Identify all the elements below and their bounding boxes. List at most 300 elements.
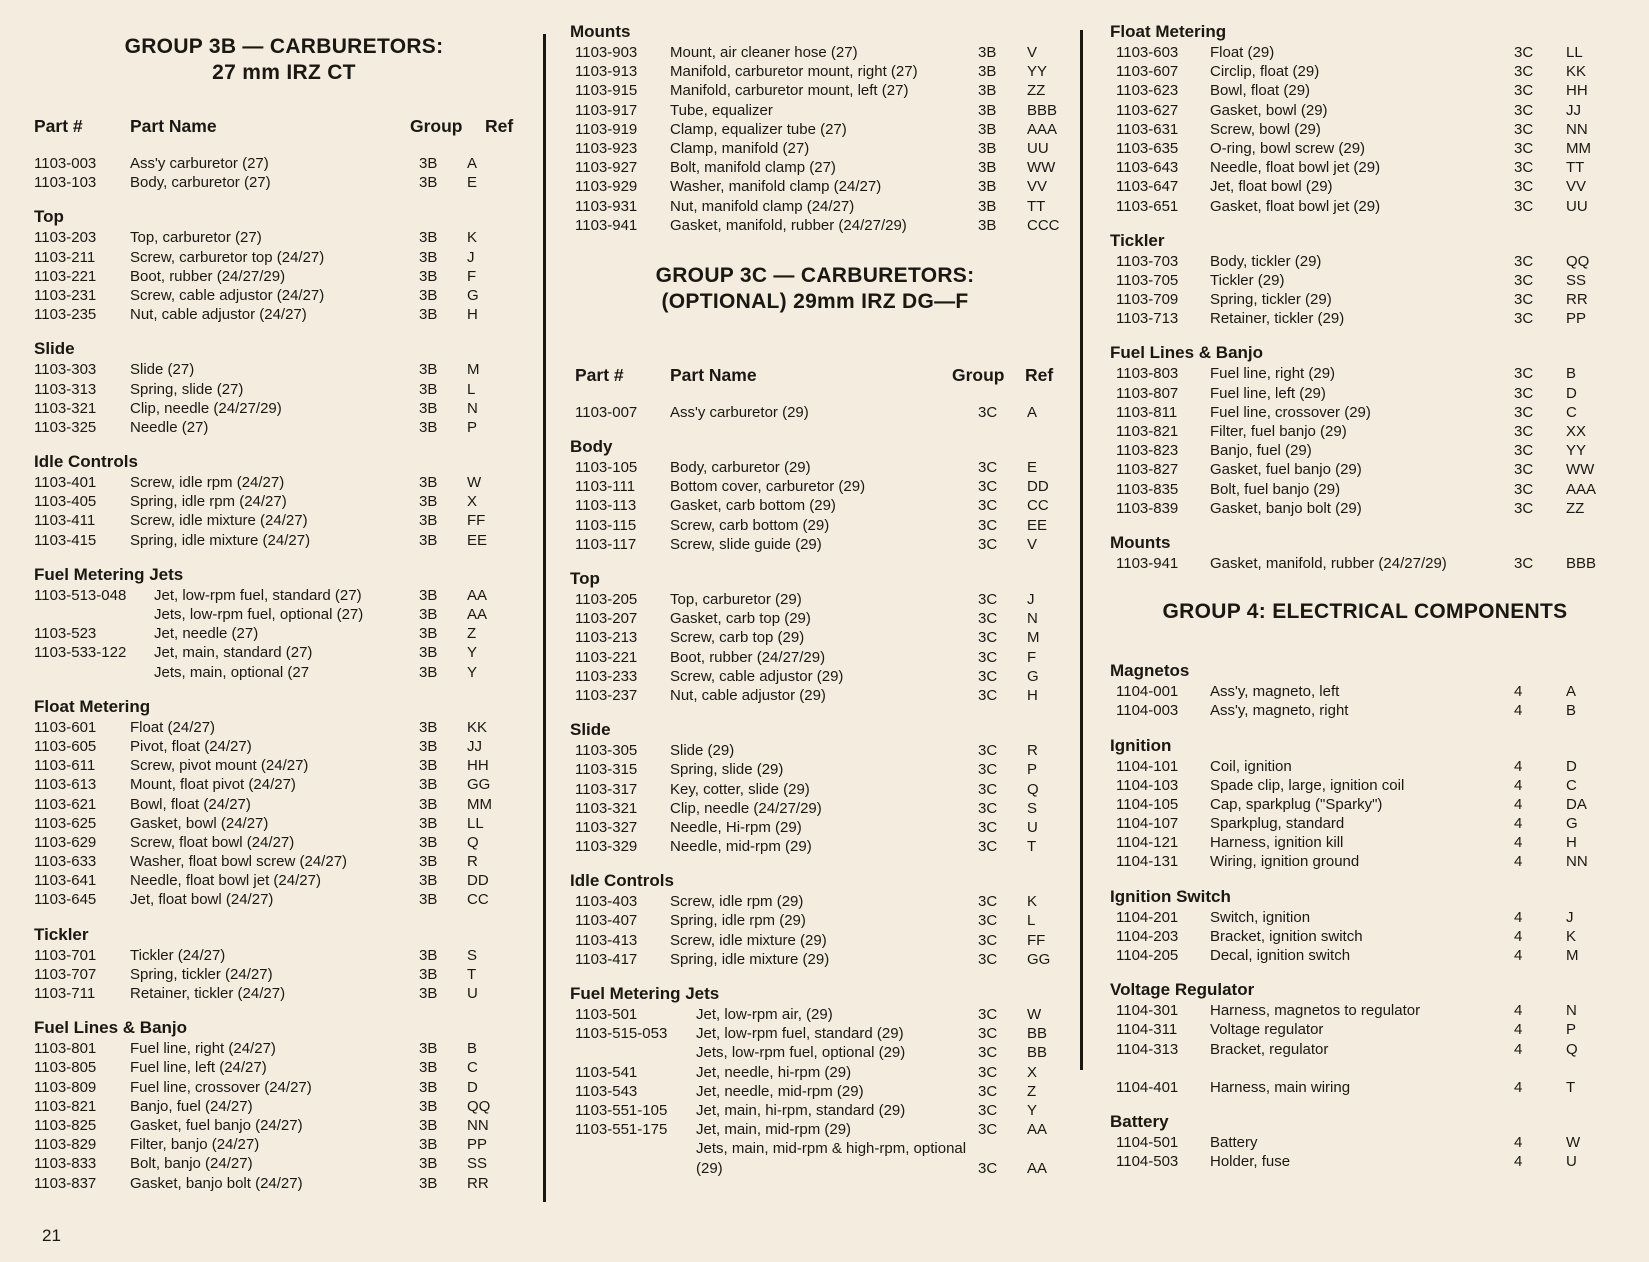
part-name: Mount, float pivot (24/27) xyxy=(130,776,296,794)
part-number: 1103-643 xyxy=(1116,159,1179,177)
part-number: 1103-541 xyxy=(575,1063,638,1081)
part-ref: SS xyxy=(467,1155,488,1173)
part-number: 1103-833 xyxy=(34,1155,97,1173)
part-name: Needle, mid-rpm (29) xyxy=(670,838,812,856)
part-ref: NN xyxy=(467,1116,489,1134)
part-number: 1104-201 xyxy=(1116,908,1179,926)
part-ref: H xyxy=(1027,686,1038,704)
part-ref: G xyxy=(467,286,479,304)
part-name: Spade clip, large, ignition coil xyxy=(1210,776,1405,794)
part-name: Ass'y carburetor (29) xyxy=(670,403,809,421)
part-number: 1103-809 xyxy=(34,1078,97,1096)
part-number: 1103-213 xyxy=(575,629,638,647)
part-name: Bolt, fuel banjo (29) xyxy=(1210,480,1341,498)
part-row xyxy=(34,605,534,624)
part-name: Spring, idle mixture (24/27) xyxy=(130,531,311,549)
part-ref: CCC xyxy=(1027,216,1060,234)
part-group: 3B xyxy=(419,174,438,192)
part-number: 1103-613 xyxy=(34,776,97,794)
part-name: Jet, main, mid-rpm (29) xyxy=(696,1121,852,1139)
part-number: 1103-321 xyxy=(575,799,638,817)
part-group: 4 xyxy=(1514,1040,1523,1058)
part-number: 1103-929 xyxy=(575,178,638,196)
part-ref: J xyxy=(1027,591,1035,608)
part-name: Pivot, float (24/27) xyxy=(130,737,252,755)
part-row xyxy=(34,286,534,305)
part-ref: PP xyxy=(467,1136,488,1154)
part-row xyxy=(570,799,1060,818)
part-ref: U xyxy=(467,985,478,1002)
part-row xyxy=(1110,158,1620,177)
part-name: Tickler (29) xyxy=(1210,271,1285,289)
part-number: 1103-835 xyxy=(1116,480,1179,498)
part-row xyxy=(1110,682,1620,701)
part-number: 1103-625 xyxy=(34,814,97,832)
group-title-line: GROUP 4: ELECTRICAL COMPONENTS xyxy=(1162,600,1568,624)
part-row xyxy=(570,81,1060,100)
group-title-line: GROUP 3B — CARBURETORS: xyxy=(124,35,444,58)
part-row xyxy=(34,418,534,437)
part-name: Key, cotter, slide (29) xyxy=(670,780,810,798)
part-name: Body, carburetor (29) xyxy=(670,459,811,477)
part-number: 1103-801 xyxy=(34,1040,97,1058)
column-headers xyxy=(34,116,534,140)
column-divider xyxy=(1080,30,1083,1070)
part-row xyxy=(570,686,1060,705)
part-group: 4 xyxy=(1514,947,1523,964)
section-heading: Float Metering xyxy=(34,696,151,716)
part-name: Banjo, fuel (29) xyxy=(1210,442,1312,460)
part-row xyxy=(570,931,1060,950)
part-group: 3C xyxy=(978,818,998,836)
part-name: Retainer, tickler (24/27) xyxy=(130,985,286,1002)
part-number: 1103-221 xyxy=(575,648,638,666)
part-number: 1103-115 xyxy=(575,516,637,534)
part-row xyxy=(1110,776,1620,795)
part-number: 1103-207 xyxy=(575,610,638,628)
part-ref: Q xyxy=(1566,1040,1578,1058)
part-group: 3B xyxy=(978,63,997,81)
part-group: 3B xyxy=(419,985,438,1002)
part-group: 3B xyxy=(419,795,438,813)
part-name: Bolt, banjo (24/27) xyxy=(130,1155,253,1173)
part-ref: F xyxy=(1027,648,1037,666)
section-heading: Idle Controls xyxy=(570,871,674,891)
part-group: 3B xyxy=(419,586,438,604)
group-title-line: 27 mm IRZ CT xyxy=(212,61,356,84)
part-ref: VV xyxy=(1027,178,1048,196)
part-group: 3B xyxy=(978,44,997,61)
part-ref: B xyxy=(1566,702,1577,720)
part-name: Spring, tickler (29) xyxy=(1210,291,1332,309)
part-ref: UU xyxy=(1027,139,1049,157)
part-row xyxy=(1110,81,1620,100)
part-group: 3C xyxy=(978,1101,998,1119)
part-row xyxy=(1110,197,1620,216)
part-ref: A xyxy=(467,155,478,172)
part-ref: W xyxy=(1566,1134,1581,1152)
part-row xyxy=(570,741,1060,760)
part-ref: ZZ xyxy=(1566,499,1585,517)
part-ref: RR xyxy=(1566,291,1588,309)
part-number: 1103-235 xyxy=(34,306,97,324)
part-number: 1103-823 xyxy=(1116,442,1179,460)
part-name: Boot, rubber (24/27/29) xyxy=(130,267,286,285)
part-name: Wiring, ignition ground xyxy=(1210,853,1360,871)
part-name: Circlip, float (29) xyxy=(1210,63,1320,81)
part-number: 1103-611 xyxy=(34,757,96,775)
group-title xyxy=(570,263,1060,315)
part-number: 1104-105 xyxy=(1116,795,1179,813)
part-group: 3B xyxy=(419,380,438,398)
part-row xyxy=(34,984,534,1003)
part-name: Jets, low-rpm fuel, optional (27) xyxy=(154,606,364,623)
part-group: 3B xyxy=(419,718,438,736)
part-row xyxy=(34,380,534,399)
part-group: 3C xyxy=(1514,403,1534,421)
part-number: 1104-121 xyxy=(1116,834,1179,852)
part-group: 3C xyxy=(978,838,998,856)
parts-section xyxy=(34,565,534,682)
part-ref: P xyxy=(1027,761,1038,779)
part-row xyxy=(570,158,1060,177)
part-group: 3B xyxy=(419,663,438,681)
part-group: 3C xyxy=(1514,252,1534,270)
part-name: Body, carburetor (27) xyxy=(130,174,271,192)
part-group: 3C xyxy=(978,742,998,760)
part-name: Clip, needle (24/27/29) xyxy=(130,399,282,417)
part-row xyxy=(570,950,1060,969)
part-name: Spring, tickler (24/27) xyxy=(130,965,273,983)
part-name: Jet, needle, hi-rpm (29) xyxy=(696,1063,852,1081)
part-name: Jets, main, optional (27 xyxy=(154,663,310,681)
part-row xyxy=(570,101,1060,120)
part-row xyxy=(34,852,534,871)
parts-section xyxy=(1110,343,1620,518)
part-row xyxy=(1110,1059,1620,1078)
part-group: 3B xyxy=(419,361,438,379)
part-number: 1104-401 xyxy=(1116,1078,1179,1096)
part-ref: X xyxy=(1027,1063,1038,1081)
group-title-line: (OPTIONAL) 29mm IRZ DG—F xyxy=(661,289,969,313)
part-row xyxy=(1110,309,1620,328)
part-ref: AA xyxy=(467,586,488,604)
part-name: Harness, magnetos to regulator xyxy=(1210,1002,1421,1020)
part-name: O-ring, bowl screw (29) xyxy=(1210,139,1366,157)
part-name: Ass'y carburetor (27) xyxy=(130,155,269,172)
part-number: 1103-839 xyxy=(1116,499,1179,517)
part-group: 3C xyxy=(978,1044,998,1062)
part-group: 3B xyxy=(419,1097,438,1115)
part-ref: K xyxy=(467,229,478,247)
part-number: 1103-603 xyxy=(1116,44,1179,61)
column-3 xyxy=(1110,22,1620,1172)
part-group: 3C xyxy=(978,516,998,534)
part-name: Bolt, manifold clamp (27) xyxy=(670,159,836,177)
part-row xyxy=(570,590,1060,609)
part-ref: T xyxy=(1566,1078,1576,1096)
part-ref: GG xyxy=(1027,950,1051,968)
part-row xyxy=(570,1159,1060,1178)
part-name: Screw, float bowl (24/27) xyxy=(130,833,295,851)
part-ref: M xyxy=(467,361,480,379)
part-ref: T xyxy=(1027,838,1037,856)
part-ref: EE xyxy=(467,531,488,549)
part-row xyxy=(34,1116,534,1135)
part-row xyxy=(34,1174,534,1193)
part-ref: D xyxy=(1566,757,1577,775)
part-name: Fuel line, left (29) xyxy=(1210,384,1326,402)
parts-section xyxy=(570,403,1060,422)
part-group: 4 xyxy=(1514,1153,1523,1171)
part-name: Screw, carb bottom (29) xyxy=(670,516,830,534)
group-title xyxy=(1110,599,1620,625)
part-group: 3B xyxy=(419,1078,438,1096)
part-row xyxy=(34,814,534,833)
part-row xyxy=(1110,364,1620,383)
part-row xyxy=(34,173,534,192)
part-group: 3B xyxy=(419,946,438,964)
part-number: 1103-627 xyxy=(1116,101,1179,119)
part-row xyxy=(1110,252,1620,271)
part-row xyxy=(1110,946,1620,965)
part-group: 3C xyxy=(978,478,998,496)
part-row xyxy=(1110,1020,1620,1039)
part-row xyxy=(34,643,534,662)
part-group: 3B xyxy=(419,306,438,324)
part-number: 1103-903 xyxy=(575,44,638,61)
parts-section xyxy=(34,452,534,550)
part-row xyxy=(1110,554,1620,573)
part-number: 1104-301 xyxy=(1116,1002,1179,1020)
part-number: 1104-501 xyxy=(1116,1134,1179,1152)
section-heading: Fuel Metering Jets xyxy=(34,564,184,584)
column-headers xyxy=(570,365,1060,389)
part-number: 1104-311 xyxy=(1116,1021,1178,1039)
part-number: 1103-941 xyxy=(575,216,638,234)
part-ref: S xyxy=(467,946,478,964)
part-group: 4 xyxy=(1514,1078,1523,1096)
part-number: 1103-313 xyxy=(34,380,97,398)
part-number: 1103-407 xyxy=(575,912,638,930)
part-group: 3B xyxy=(419,1155,438,1173)
part-ref: A xyxy=(1027,403,1038,421)
part-ref: V xyxy=(1027,44,1038,61)
part-ref: Q xyxy=(467,833,479,851)
section-heading: Body xyxy=(570,437,613,457)
part-group: 3C xyxy=(1514,499,1534,517)
part-number: 1103-513-048 xyxy=(34,586,127,604)
part-row xyxy=(570,458,1060,477)
part-group: 3B xyxy=(419,872,438,890)
part-name: Gasket, fuel banjo (29) xyxy=(1210,461,1362,479)
part-group: 3C xyxy=(1514,442,1534,460)
part-ref: J xyxy=(467,248,475,266)
part-row xyxy=(1110,1078,1620,1097)
part-ref: RR xyxy=(467,1174,489,1192)
part-number: 1103-927 xyxy=(575,159,638,177)
parts-section xyxy=(34,697,534,910)
part-row xyxy=(1110,422,1620,441)
part-group: 3C xyxy=(978,667,998,685)
part-number: 1103-923 xyxy=(575,139,638,157)
part-number: 1103-709 xyxy=(1116,291,1179,309)
part-group: 3C xyxy=(1514,178,1534,196)
part-row xyxy=(570,667,1060,686)
part-row xyxy=(1110,927,1620,946)
part-row xyxy=(1110,480,1620,499)
part-ref: X xyxy=(467,493,478,511)
part-number: 1103-533-122 xyxy=(34,644,127,662)
part-group: 3B xyxy=(419,418,438,436)
part-name: Spring, idle rpm (29) xyxy=(670,912,806,930)
part-group: 3C xyxy=(978,629,998,647)
section-heading: Magnetos xyxy=(1110,661,1190,681)
part-name: Bowl, float (24/27) xyxy=(130,795,251,813)
part-row xyxy=(570,780,1060,799)
part-group: 3B xyxy=(419,531,438,549)
part-ref: Y xyxy=(1027,1101,1038,1119)
part-number: 1103-941 xyxy=(1116,554,1179,572)
part-group: 3B xyxy=(419,399,438,417)
part-group: 4 xyxy=(1514,908,1523,926)
part-row xyxy=(1110,177,1620,196)
part-ref: QQ xyxy=(1566,252,1590,270)
part-number: 1103-631 xyxy=(1116,120,1179,138)
part-name: Gasket, bowl (29) xyxy=(1210,101,1328,119)
part-name: Clamp, manifold (27) xyxy=(670,139,810,157)
part-group: 4 xyxy=(1514,853,1523,871)
part-ref: D xyxy=(1566,384,1577,402)
part-name: Needle, Hi-rpm (29) xyxy=(670,818,802,836)
parts-section xyxy=(34,339,534,437)
part-ref: PP xyxy=(1566,310,1587,328)
part-ref: Z xyxy=(467,625,477,643)
part-ref: P xyxy=(1566,1021,1577,1039)
part-group: 3C xyxy=(978,780,998,798)
part-ref: M xyxy=(1027,629,1040,647)
part-ref: FF xyxy=(467,512,486,530)
part-number: 1103-629 xyxy=(34,833,97,851)
part-number: 1103-221 xyxy=(34,267,97,285)
part-number: 1103-601 xyxy=(34,718,97,736)
part-number: 1103-329 xyxy=(575,838,638,856)
part-group: 3B xyxy=(419,891,438,909)
part-number: 1103-931 xyxy=(575,197,638,215)
part-row xyxy=(34,267,534,286)
section-heading: Top xyxy=(570,569,600,588)
part-ref: ZZ xyxy=(1027,82,1046,100)
part-row xyxy=(570,837,1060,856)
part-name: Jet, low-rpm fuel, standard (27) xyxy=(154,586,362,604)
parts-section xyxy=(1110,22,1620,216)
part-name: Gasket, manifold, rubber (24/27/29) xyxy=(670,216,907,234)
part-ref: C xyxy=(1566,776,1577,794)
part-ref: AAA xyxy=(1027,120,1058,138)
parts-section xyxy=(34,1018,534,1193)
part-group: 3B xyxy=(419,1040,438,1058)
part-ref: N xyxy=(467,399,478,417)
part-ref: M xyxy=(1566,947,1579,964)
part-name: Manifold, carburetor mount, left (27) xyxy=(670,82,909,100)
part-row xyxy=(34,871,534,890)
part-row xyxy=(34,833,534,852)
part-name: Spring, slide (29) xyxy=(670,761,784,779)
part-number: 1104-203 xyxy=(1116,927,1179,945)
part-group: 4 xyxy=(1514,757,1523,775)
section-heading: Mounts xyxy=(570,22,631,41)
part-name: Jet, low-rpm air, (29) xyxy=(696,1006,833,1023)
part-number: 1103-711 xyxy=(34,985,96,1002)
part-name: Screw, carb top (29) xyxy=(670,629,805,647)
part-group: 3B xyxy=(419,267,438,285)
part-group: 3C xyxy=(1514,197,1534,215)
part-name: Bracket, regulator xyxy=(1210,1040,1329,1058)
part-number: 1103-807 xyxy=(1116,384,1179,402)
part-ref: H xyxy=(1566,834,1577,852)
part-name: Fuel line, right (29) xyxy=(1210,365,1336,383)
part-number: 1103-405 xyxy=(34,493,97,511)
part-name: Gasket, manifold, rubber (24/27/29) xyxy=(1210,554,1447,572)
part-group: 3B xyxy=(419,155,438,172)
part-ref: N xyxy=(1027,610,1038,628)
part-row xyxy=(34,756,534,775)
part-number: 1103-325 xyxy=(34,418,97,436)
part-number: 1103-621 xyxy=(34,795,97,813)
part-group: 3B xyxy=(419,1136,438,1154)
parts-section xyxy=(1110,980,1620,1097)
part-name: Gasket, banjo bolt (24/27) xyxy=(130,1174,303,1192)
part-row xyxy=(1110,757,1620,776)
part-name: Needle, float bowl jet (24/27) xyxy=(130,872,321,890)
part-ref: CC xyxy=(1027,497,1049,515)
part-group: 3C xyxy=(978,535,998,553)
part-number: 1103-411 xyxy=(34,512,96,530)
part-number: 1103-701 xyxy=(34,946,97,964)
part-row xyxy=(570,216,1060,235)
part-row xyxy=(570,911,1060,930)
part-name: Fuel line, left (24/27) xyxy=(130,1059,267,1077)
part-number: 1103-827 xyxy=(1116,461,1179,479)
part-number: 1103-515-053 xyxy=(575,1025,668,1043)
part-ref: XX xyxy=(1566,423,1587,440)
part-name: Jet, float bowl (29) xyxy=(1210,178,1333,196)
part-ref: AAA xyxy=(1566,480,1597,498)
parts-section xyxy=(570,871,1060,969)
part-number: 1103-821 xyxy=(34,1097,97,1115)
part-number: 1103-705 xyxy=(1116,271,1179,289)
part-name: Battery xyxy=(1210,1134,1258,1152)
page-number: 21 xyxy=(42,1226,61,1245)
part-group: 3C xyxy=(978,912,998,930)
part-row xyxy=(570,648,1060,667)
part-group: 3B xyxy=(978,197,997,215)
part-group: 3C xyxy=(1514,310,1534,328)
part-row xyxy=(34,511,534,530)
part-name: Screw, cable adjustor (24/27) xyxy=(130,286,325,304)
part-name: Washer, manifold clamp (24/27) xyxy=(670,178,882,196)
part-name: Bowl, float (29) xyxy=(1210,82,1311,100)
part-group: 3B xyxy=(978,82,997,100)
part-row xyxy=(34,586,534,605)
part-ref: AA xyxy=(1027,1121,1048,1139)
part-row xyxy=(34,360,534,379)
parts-section xyxy=(570,437,1060,554)
part-ref: J xyxy=(1566,908,1574,926)
part-name: Tube, equalizer xyxy=(670,101,773,119)
part-number: 1103-543 xyxy=(575,1082,638,1100)
part-name: Washer, float bowl screw (24/27) xyxy=(130,853,348,871)
